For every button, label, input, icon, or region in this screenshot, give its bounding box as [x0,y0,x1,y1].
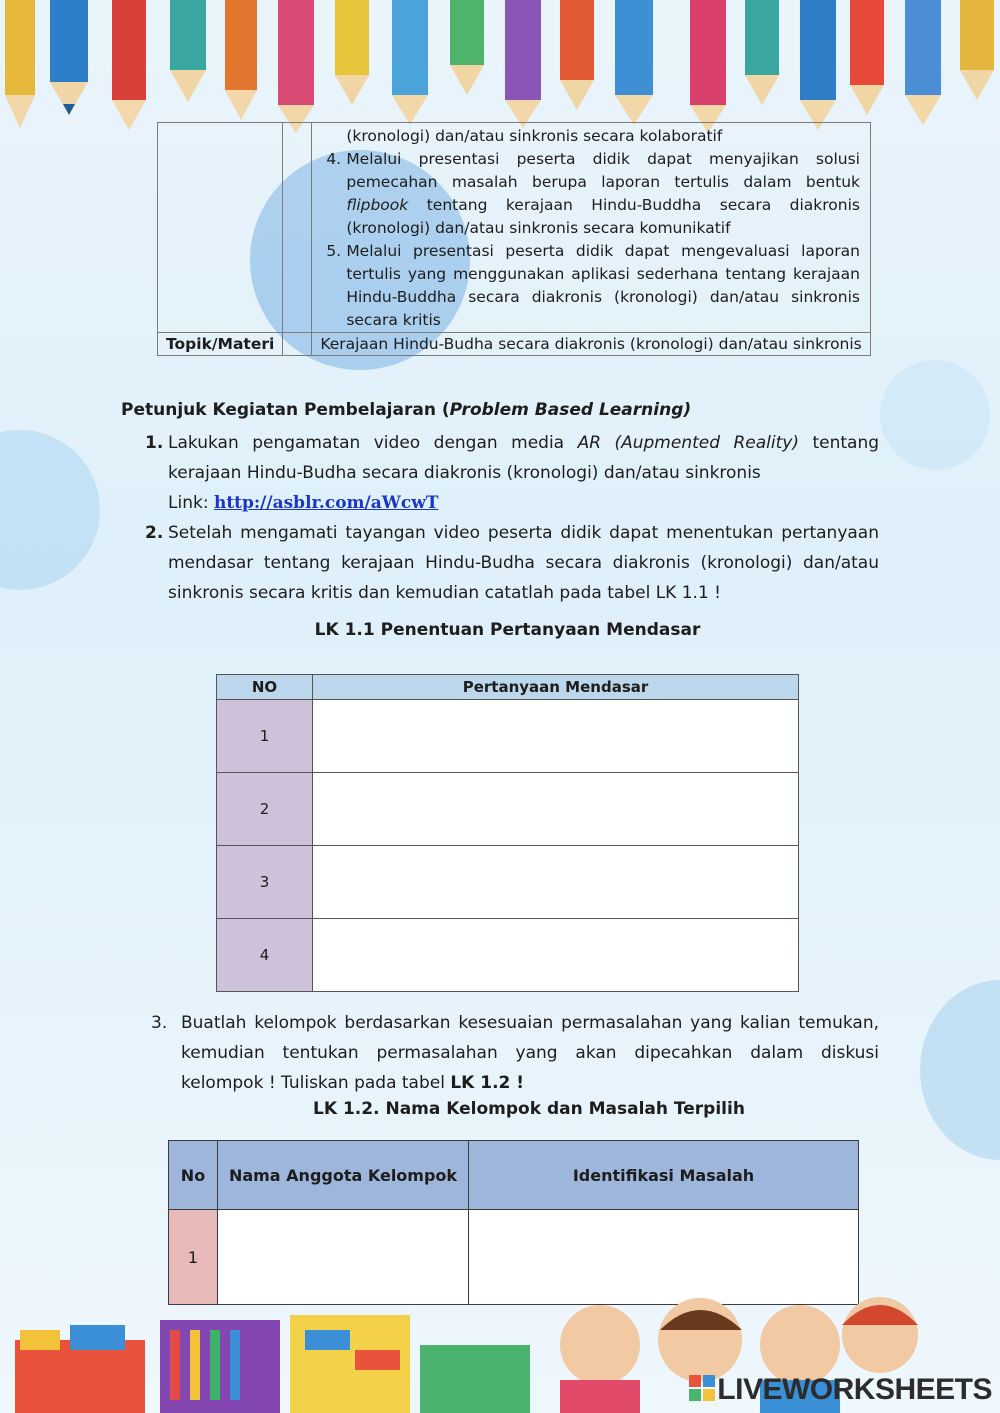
lk11-row-number: 4 [217,919,313,992]
topik-label: Topik/Materi [158,333,283,356]
lk11-row-number: 3 [217,846,313,919]
objective-continuation: (kronologi) dan/atau sinkronis secara kolaboratif [346,127,723,145]
lk12-header-members: Nama Anggota Kelompok [218,1141,469,1210]
lk12-row-number: 1 [169,1210,218,1305]
objectives-separator-cell [283,123,312,333]
lk11-header-question: Pertanyaan Mendasar [313,675,799,700]
lk12-header-no: No [169,1141,218,1210]
video-link[interactable]: http://asblr.com/aWcwT [213,493,439,513]
lk11-answer-field[interactable] [313,773,799,846]
table-row [217,919,799,992]
instruction-step-2: 2. Setelah mengamati tayangan video peserta didik dapat menentukan pertanyaan mendasar tentang kerajaan Hindu-Budha secara diakronis (kronologi) dan/atau sinkronis secara kritis dan kemudian catatlah pada tabel LK 1.1 ! [145,523,879,603]
table-row [217,700,799,773]
lk11-row-number: 2 [217,773,313,846]
objective-item: 4. Melalui presentasi peserta didik dapat menyajikan solusi pemecahan masalah berupa laporan tertulis dalam bentuk flipbook tentang kerajaan Hindu-Buddha secara diakronis (kronologi) dan/atau sinkronis secara komunikatif [326,150,860,237]
lk12-header-problem: Identifikasi Masalah [469,1141,859,1210]
lk11-header-no: NO [217,675,313,700]
lk12-table [168,1140,859,1305]
objectives-label-cell [158,123,283,333]
lk11-table [216,674,799,992]
instruction-step-3: 3. Buatlah kelompok berdasarkan kesesuaian permasalahan yang kalian temukan, kemudian tentukan permasalahan yang akan dipecahkan dalam diskusi kelompok ! Tuliskan pada tabel LK 1.2 ! [151,1013,879,1093]
lk12-caption: LK 1.2. Nama Kelompok dan Masalah Terpilih [313,1099,745,1119]
instruction-step-1: 1. Lakukan pengamatan video dengan media AR (Aupmented Reality) tentang kerajaan Hindu-Budha secara diakronis (kronologi) dan/atau sinkronis Link: http://asblr.com/aWcwT [145,433,880,513]
table-row [217,773,799,846]
lk11-caption: LK 1.1 Penentuan Pertanyaan Mendasar [314,620,701,640]
table-row [217,846,799,919]
liveworksheets-logo-icon [689,1375,715,1401]
instructions-steps [145,428,879,608]
lk11-answer-field[interactable] [313,846,799,919]
liveworksheets-logo: LIVEWORKSHEETS [689,1373,992,1407]
objective-item: 5. Melalui presentasi peserta didik dapat mengevaluasi laporan tertulis yang menggunakan aplikasi sederhana tentang kerajaan Hindu-Buddha secara diakronis (kronologi) dan/atau sinkronis secara kritis [326,242,860,329]
instructions-heading: Petunjuk Kegiatan Pembelajaran (Problem Based Learning) [121,400,692,420]
lk11-answer-field[interactable] [313,700,799,773]
objectives-table [157,122,871,356]
lk11-answer-field[interactable] [313,919,799,992]
objectives-content-cell [312,123,871,333]
lk11-row-number: 1 [217,700,313,773]
topik-separator-cell [283,333,312,356]
topik-value: Kerajaan Hindu-Budha secara diakronis (kronologi) dan/atau sinkronis [312,333,871,356]
